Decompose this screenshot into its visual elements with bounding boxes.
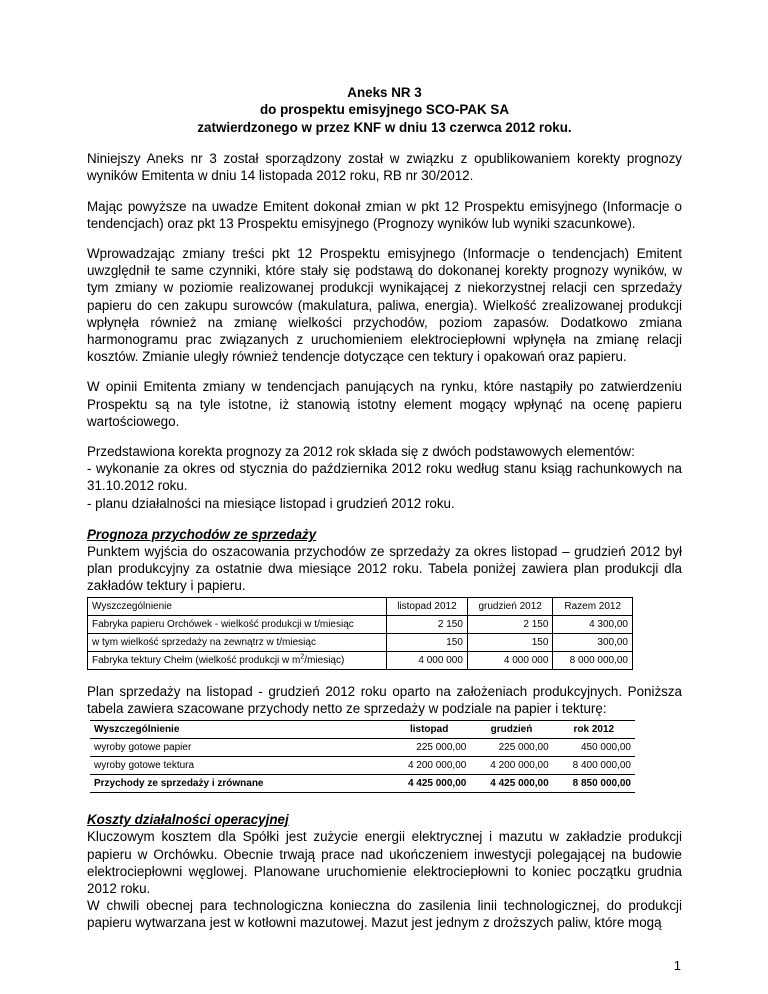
table-cell: wyroby gotowe papier [90, 739, 388, 757]
table-cell: 4 300,00 [553, 615, 633, 633]
table-cell: 225 000,00 [470, 739, 552, 757]
table-cell: Fabryka papieru Orchówek - wielkość produkcji w t/miesiąc [88, 615, 387, 633]
table-header-cell: Wyszczególnienie [88, 597, 387, 615]
table-cell: 150 [467, 633, 553, 651]
table-cell: 450 000,00 [553, 739, 635, 757]
table-cell-text: Fabryka tektury Chełm (wielkość produkcji w m [92, 654, 301, 666]
table-cell: 300,00 [553, 633, 633, 651]
paragraph-sales-plan: Plan sprzedaży na listopad - grudzień 2012 roku oparto na założeniach produkcyjnych. Poniższa tabela zawiera szacowane przychody netto ze sprzedaży w podziale na papier i tekturę: [87, 683, 682, 716]
title-line-3: zatwierdzonego w przez KNF w dniu 13 czerwca 2012 roku. [197, 119, 572, 135]
table-cell: w tym wielkość sprzedaży na zewnątrz w t/miesiąc [88, 633, 387, 651]
document-title [87, 84, 682, 136]
table-header-row [90, 721, 635, 739]
table-row-total [90, 775, 635, 793]
paragraph-costs-1: Kluczowym kosztem dla Spółki jest zużycie energii elektrycznej i mazutu w zakładzie produkcji papieru w Orchówku. Obecnie trwają prace nad ukończeniem inwestycji polegającej na budowie elektrociepłowni węglowej. Planowane uruchomienie elektrociepłowni to koniec początku grudnia 2012 roku. [87, 829, 682, 896]
table-cell: 4 200 000,00 [388, 757, 470, 775]
table-header-cell: grudzień 2012 [467, 597, 553, 615]
paragraph-opinion: W opinii Emitenta zmiany w tendencjach panujących na rynku, które nastąpiły po zatwierdzeniu Prospektu są na tyle istotne, iż stanowią istotny element mogący wpłynąć na ocenę papieru wartościowego. [87, 379, 682, 429]
title-line-1: Aneks NR 3 [347, 85, 422, 100]
document-page [87, 0, 682, 932]
production-plan-table [87, 597, 633, 670]
table-cell: 2 150 [467, 615, 553, 633]
table-cell: 4 000 000 [387, 651, 468, 669]
paragraph-revenue: Punktem wyjścia do oszacowania przychodów ze sprzedaży za okres listopad – grudzień 2012 był plan produkcyjny za ostatnie dwa miesiące 2012 roku. Tabela poniżej zawiera plan produkcji dla zakładów tektury i papieru. [87, 544, 682, 594]
paragraph-element-2: - planu działalności na miesiące listopad i grudzień 2012 roku. [87, 495, 455, 511]
table-cell: 225 000,00 [388, 739, 470, 757]
table-cell-suffix: /miesiąc) [304, 654, 345, 666]
table-header-cell: listopad 2012 [387, 597, 468, 615]
table-header-cell: Wyszczególnienie [90, 721, 388, 739]
table-header-cell: listopad [388, 721, 470, 739]
table-row [88, 651, 633, 669]
paragraph-element-1: - wykonanie za okres od stycznia do października 2012 roku według stanu ksiąg rachunkowych na 31.10.2012 roku. [87, 461, 682, 494]
table-cell: 8 850 000,00 [553, 775, 635, 793]
revenue-table [90, 720, 635, 793]
table-cell: wyroby gotowe tektura [90, 757, 388, 775]
table-cell: 8 000 000,00 [553, 651, 633, 669]
table-cell: 4 200 000,00 [470, 757, 552, 775]
title-line-2: do prospektu emisyjnego SCO-PAK SA [259, 102, 509, 118]
paragraph-intro: Niniejszy Aneks nr 3 został sporządzony został w związku z opublikowaniem korekty prognozy wyników Emitenta w dniu 14 listopada 2012 roku, RB nr 30/2012. [87, 151, 682, 184]
table-row [88, 633, 633, 651]
table-header-row [88, 597, 633, 615]
paragraph-changes: Mając powyższe na uwadze Emitent dokonał zmian w pkt 12 Prospektu emisyjnego (Informacje o tendencjach) oraz pkt 13 Prospektu emisyjnego (Prognozy wyników lub wyniki szacunkowe). [87, 198, 682, 231]
table-cell: 8 400 000,00 [553, 757, 635, 775]
paragraph-forecast-elements: Przedstawiona korekta prognozy za 2012 rok składa się z dwóch podstawowych elementów: [87, 444, 635, 460]
paragraph-trends: Wprowadzając zmiany treści pkt 12 Prospektu emisyjnego (Informacje o tendencjach) Emitent uwzględnił te same czynniki, które stały się podstawą do dokonanej korekty prognozy wyników, w tym zmiany w poziomie realizowanej produkcji wynikającej z niekorzystnej relacji cen sprzedaży papieru do cen zakupu surowców (makulatura, paliwa, energia). Wielkość zrealizowanej produkcji wpłynęła również na zmianę wielkości przychodów, poziom zapasów. Dodatkowo zmiana harmonogramu prac związanych z uruchomieniem elektrociepłowni wpłynęła na zmianę relacji kosztów. Zmianie uległy również tendencje dotyczące cen tektury i opakowań oraz papieru. [87, 246, 682, 365]
section-heading-costs: Koszty działalności operacyjnej [87, 812, 289, 828]
table-header-cell: Razem 2012 [553, 597, 633, 615]
table-cell [88, 651, 387, 669]
table-cell: 4 425 000,00 [470, 775, 552, 793]
paragraph-costs-2: W chwili obecnej para technologiczna konieczna do zasilenia linii technologicznej, do produkcji papieru wytwarzana jest w kotłowni mazutowej. Mazut jest jednym z droższych paliw, które mogą [87, 898, 682, 931]
table-cell: 4 425 000,00 [388, 775, 470, 793]
table-cell: 4 000 000 [467, 651, 553, 669]
table-header-cell: grudzień [470, 721, 552, 739]
table-cell: 150 [387, 633, 468, 651]
table-header-cell: rok 2012 [553, 721, 635, 739]
table-row [88, 615, 633, 633]
table-cell: Przychody ze sprzedaży i zrównane [90, 775, 388, 793]
table-cell: 2 150 [387, 615, 468, 633]
section-heading-revenue: Prognoza przychodów ze sprzedaży [87, 526, 317, 542]
table-row [90, 739, 635, 757]
page-number: 1 [673, 958, 681, 973]
superscript: 2 [300, 653, 305, 661]
table-row [90, 757, 635, 775]
